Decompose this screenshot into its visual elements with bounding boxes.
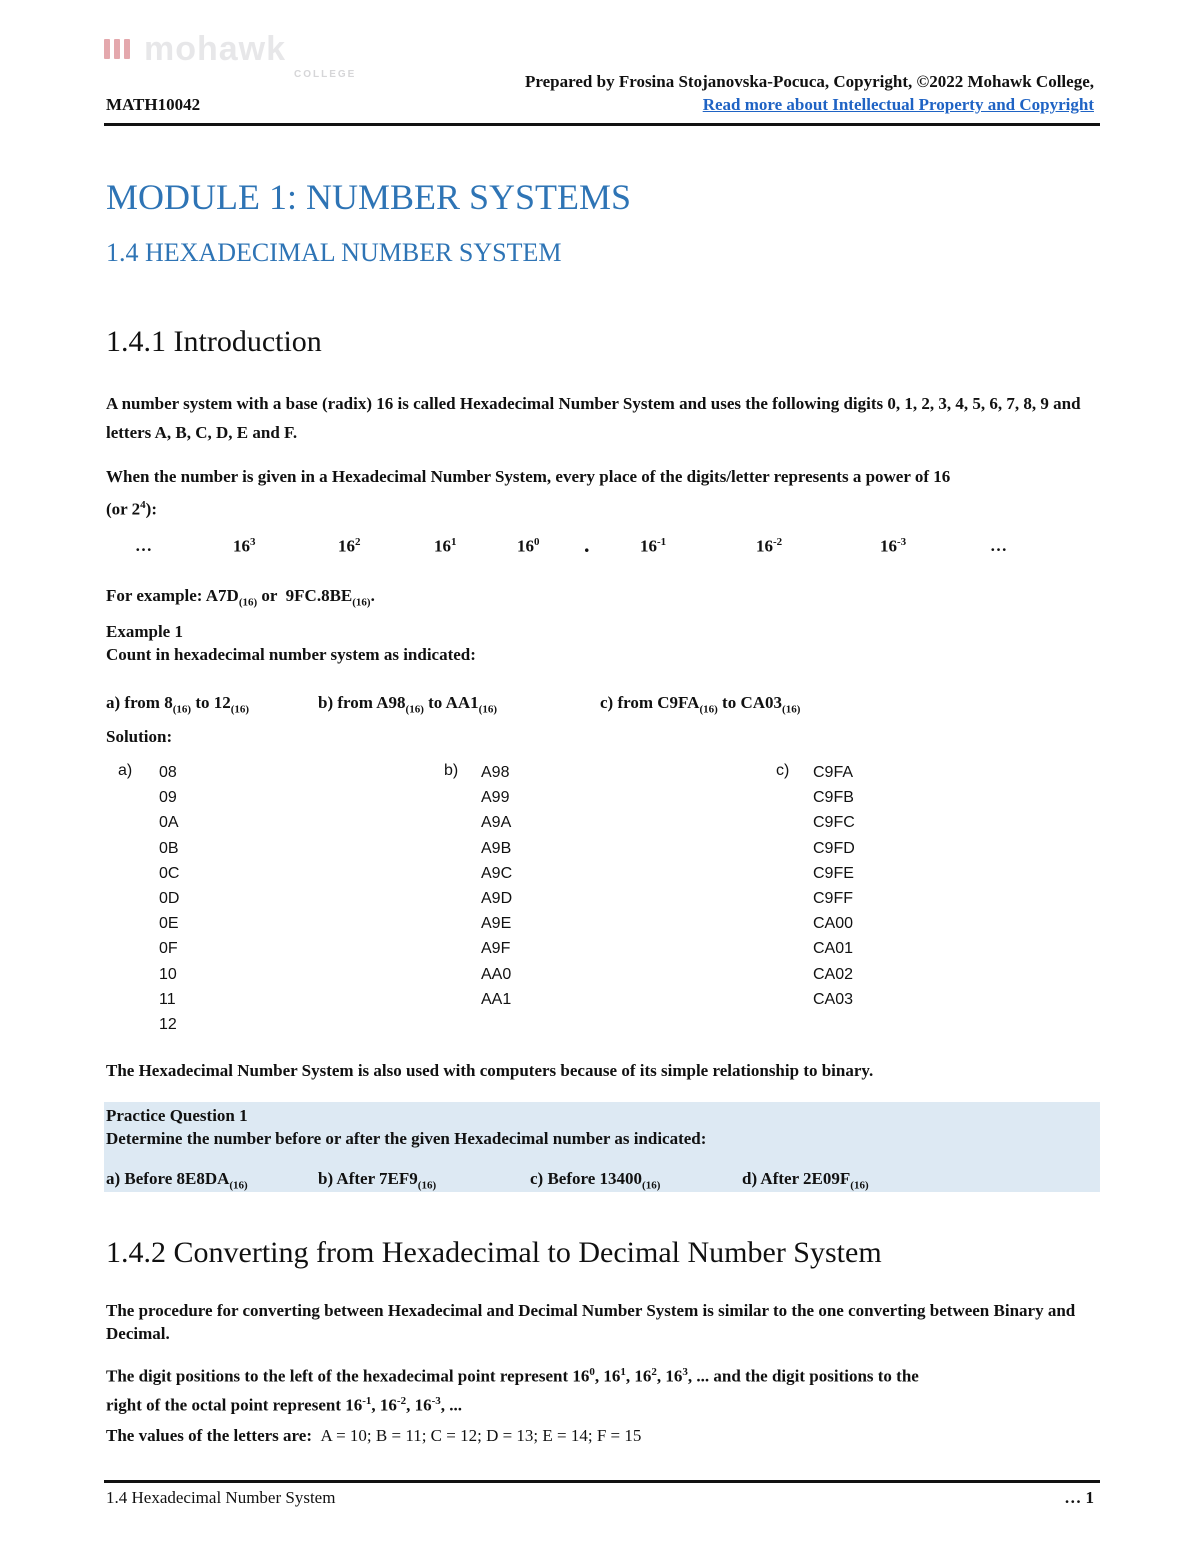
- intro-heading: 1.4.1 Introduction: [106, 325, 322, 358]
- column-a-values: [159, 760, 179, 1037]
- list-item: AA0: [481, 965, 512, 983]
- converting-heading: 1.4.2 Converting from Hexadecimal to Decimal Number System: [106, 1236, 882, 1269]
- power-16-neg3: $16^{-3}$: [880, 536, 907, 556]
- converting-paragraph-1: The procedure for converting between Hexadecimal and Decimal Number System is similar to the one converting between Binary and Decimal.: [106, 1301, 1076, 1343]
- list-item: A9E: [481, 915, 512, 933]
- list-item: 0C: [159, 864, 180, 882]
- powers-ellipsis-left: …: [135, 536, 152, 555]
- mohawk-logo: [104, 30, 364, 82]
- column-b-label: b): [444, 762, 459, 779]
- list-item: CA02: [813, 965, 854, 983]
- list-item: 0D: [159, 890, 180, 908]
- list-item: 0E: [159, 915, 179, 933]
- list-item: AA1: [481, 990, 512, 1008]
- example-1-title: Example 1: [106, 622, 183, 641]
- intro-paragraph-2: When the number is given in a Hexadecimal Number System, every place of the digits/letter represents a power of 16 (or $2^4$):: [106, 467, 951, 519]
- power-16-neg1: $16^{-1}$: [640, 536, 667, 556]
- list-item: A9F: [481, 940, 511, 958]
- list-item: C9FC: [813, 814, 855, 832]
- logo-subtext: COLLEGE: [294, 69, 357, 80]
- module-title: MODULE 1: NUMBER SYSTEMS: [106, 177, 632, 217]
- list-item: A9A: [481, 814, 512, 832]
- list-item: A9C: [481, 864, 513, 882]
- list-item: 0F: [159, 940, 178, 958]
- converting-paragraph-2: The digit positions to the left of the hexadecimal point represent $16^0$, $16^1$, $16^2$, $16^3$, ... and the digit positions to the right of the octal point represent $16^{-1}$, $16^{-2}$, $16^{-3}$, ...: [106, 1366, 919, 1415]
- logo-wordmark: mohawk: [144, 30, 287, 68]
- example-part-c: c) from $C9FA_{(16)}$ to $CA03_{(16)}$: [600, 693, 801, 716]
- list-item: 08: [159, 764, 177, 781]
- list-item: 10: [159, 965, 177, 983]
- list-item: 12: [159, 1016, 177, 1034]
- ip-copyright-link[interactable]: Read more about Intellectual Property and Copyright: [702, 95, 1094, 114]
- power-16-0: $16^0$: [517, 536, 540, 556]
- practice-item-c: c) Before $13400_{(16)}$: [530, 1169, 661, 1192]
- example-part-b: b) from $A98_{(16)}$ to $AA1_{(16)}$: [318, 693, 497, 716]
- example-line: For example: $A7D_{(16)}$ or $9FC.8BE_{(16)}$.: [106, 586, 375, 609]
- page-number: … 1: [1064, 1488, 1094, 1507]
- list-item: C9FB: [813, 789, 854, 807]
- list-item: CA00: [813, 915, 854, 933]
- column-c-values: [813, 760, 855, 1012]
- practice-item-d: d) After $2E09F_{(16)}$: [742, 1169, 869, 1192]
- power-16-3: $16^3$: [233, 536, 256, 556]
- list-item: A99: [481, 789, 510, 807]
- column-b-values: [481, 760, 512, 1012]
- course-code: MATH10042: [106, 95, 201, 114]
- list-item: CA03: [813, 990, 854, 1008]
- list-item: A9B: [481, 839, 512, 857]
- solution-label: Solution:: [106, 727, 173, 746]
- header-divider: [104, 123, 1100, 126]
- hex-point: .: [584, 532, 590, 557]
- example-1-instruction: Count in hexadecimal number system as indicated:: [106, 645, 476, 664]
- prepared-by: Prepared by Frosina Stojanovska-Pocuca, Copyright, ©2022 Mohawk College,: [525, 72, 1094, 91]
- footer-section-title: 1.4 Hexadecimal Number System: [106, 1488, 336, 1507]
- powers-ellipsis-right: …: [990, 536, 1007, 555]
- list-item: A98: [481, 764, 510, 781]
- column-a-label: a): [118, 762, 133, 779]
- letter-values: The values of the letters are: A = 10; B = 11; C = 12; D = 13; E = 14; F = 15: [106, 1426, 642, 1445]
- practice-header: [106, 1104, 1096, 1150]
- list-item: CA01: [813, 940, 854, 958]
- binary-note: The Hexadecimal Number System is also used with computers because of its simple relationship to binary.: [106, 1061, 874, 1080]
- list-item: C9FE: [813, 864, 854, 882]
- list-item: C9FF: [813, 890, 853, 908]
- practice-title: Practice Question 1: [106, 1106, 248, 1125]
- example-part-a: a) from $8_{(16)}$ to $12_{(16)}$: [106, 693, 250, 716]
- example-1-header: [106, 620, 1096, 666]
- section-title: 1.4 HEXADECIMAL NUMBER SYSTEM: [106, 238, 562, 267]
- column-c-label: c): [776, 762, 790, 779]
- list-item: A9D: [481, 890, 513, 908]
- list-item: 0A: [159, 814, 179, 832]
- practice-item-a: a) Before $8E8DA_{(16)}$: [106, 1169, 248, 1192]
- list-item: 09: [159, 789, 177, 807]
- power-16-1: $16^1$: [434, 536, 457, 556]
- footer-divider: [104, 1480, 1100, 1483]
- intro-paragraph-1: A number system with a base (radix) 16 is called Hexadecimal Number System and uses the following digits 0, 1, 2, 3, 4, 5, 6, 7, 8, 9 and letters A, B, C, D, E and F.: [106, 394, 1081, 442]
- list-item: 0B: [159, 839, 179, 857]
- power-16-neg2: $16^{-2}$: [756, 536, 783, 556]
- practice-instruction: Determine the number before or after the given Hexadecimal number as indicated:: [106, 1129, 707, 1148]
- list-item: 11: [159, 990, 176, 1008]
- list-item: C9FA: [813, 764, 854, 781]
- power-16-2: $16^2$: [338, 536, 361, 556]
- list-item: C9FD: [813, 839, 855, 857]
- practice-item-b: b) After $7EF9_{(16)}$: [318, 1169, 437, 1192]
